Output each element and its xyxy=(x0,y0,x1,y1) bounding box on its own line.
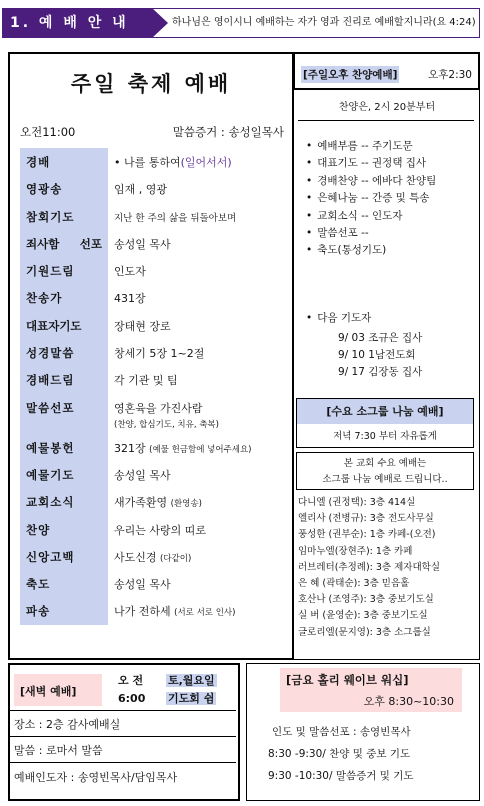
wednesday-note: 본 교회 수요 예배는 소그룹 나눔 예배로 드립니다.. xyxy=(296,452,474,490)
dawn-heading: [새벽 예배] xyxy=(14,674,102,706)
friday-slot-1: 8:30 -9:30/ 찬양 및 중보 기도 xyxy=(268,748,411,760)
order-label: 경배 xyxy=(20,148,108,175)
order-value: 새가족환영 (환영송) xyxy=(114,496,202,510)
order-label: 영광송 xyxy=(20,175,108,202)
friday-heading: [금요 홀리 웨이브 워십] xyxy=(280,668,462,692)
wednesday-heading: [수요 소그룹 나눔 예배] xyxy=(297,399,473,424)
list-item: 9/ 03 조규은 집사 xyxy=(338,332,423,344)
order-label: 찬양 xyxy=(20,516,108,543)
order-label: 대표자기도 xyxy=(20,312,108,339)
order-label: 죄사함 선포 xyxy=(20,230,108,257)
order-value: 창세기 5장 1~2절 xyxy=(114,347,205,361)
wednesday-time: 저녁 7:30 부터 자유롭게 xyxy=(333,431,437,442)
order-label: 성경말씀 xyxy=(20,339,108,366)
list-item: • 은혜나눔 -- 간증 및 특송 xyxy=(306,190,476,207)
friday-slot-2: 9:30 -10:30/ 말씀증거 및 기도 xyxy=(268,770,414,782)
list-item: • 경배찬양 -- 에바다 찬양팀 xyxy=(306,173,476,190)
divider xyxy=(10,710,236,711)
list-item: 글로리엘(문지영): 3층 소그룹실 xyxy=(298,626,431,638)
afternoon-time: 오후2:30 xyxy=(428,69,472,81)
divider xyxy=(10,762,236,763)
order-value: 각 기관 및 팀 xyxy=(114,374,178,388)
list-item: • 교회소식 -- 인도자 xyxy=(306,208,476,225)
list-item: • 축도(통성기도) xyxy=(306,242,476,259)
list-item: 엘리사 (전병규): 3층 전도사무실 xyxy=(298,513,434,525)
list-item: 은 혜 (곽태순): 3층 믿음홀 xyxy=(298,577,410,589)
order-value: 나가 전하세 (서로 서로 인사) xyxy=(114,605,236,619)
order-value: 영혼육을 가진사람 xyxy=(114,401,203,415)
order-label: 교회소식 xyxy=(20,488,108,515)
order-value: 임재 , 영광 xyxy=(114,183,167,197)
bulletin-header xyxy=(0,0,484,46)
list-item: 임마누엘(장현주): 1층 카페 xyxy=(298,545,413,557)
order-label: 찬송가 xyxy=(20,284,108,311)
dawn-days: 토,월요일 xyxy=(168,674,215,687)
order-label: 축도 xyxy=(20,570,108,597)
dawn-times xyxy=(104,672,234,708)
order-value: 송성일 목사 xyxy=(114,237,171,251)
divider xyxy=(10,736,236,737)
service-preacher: 말씀증거 : 송성일목사 xyxy=(172,125,284,139)
friday-leader: 인도 및 말씀선포 : 송영빈목사 xyxy=(272,726,411,738)
small-group-list xyxy=(296,494,474,640)
next-prayer-list xyxy=(338,330,422,381)
order-value: 431장 xyxy=(114,292,146,306)
friday-time: 오후 8:30~10:30 xyxy=(280,692,462,712)
order-value: 우리는 사랑의 띠로 xyxy=(114,523,207,537)
order-label: 파송 xyxy=(20,597,108,624)
list-item: • 예배부름 -- 주기도문 xyxy=(306,138,476,155)
afternoon-order-list xyxy=(306,138,476,260)
dawn-time: 6:00 xyxy=(118,692,146,705)
order-label: 예물기도 xyxy=(20,461,108,488)
order-label: 기원드림 xyxy=(20,257,108,284)
afternoon-header xyxy=(294,52,480,90)
header-verse: 하나님은 영이시니 예배하는 자가 영과 진리로 예배할지니라(요 4:24) xyxy=(172,17,476,28)
afternoon-heading: [주일오후 찬양예배] xyxy=(301,66,399,83)
order-value: 송성일 목사 xyxy=(114,468,171,482)
divider xyxy=(298,120,474,121)
order-value: • 나를 통하여(일어서서) xyxy=(114,156,232,169)
order-value: 321장 (예물 헌금함에 넣어주세요) xyxy=(114,441,252,455)
list-item: 9/ 10 1남전도회 xyxy=(338,349,416,361)
order-subvalue: (찬양, 합심기도, 치유, 축복) xyxy=(114,419,219,430)
dawn-days-note: 기도회 쉼 xyxy=(168,692,215,705)
list-item: • 말씀선포 -- xyxy=(306,225,476,242)
list-item: 9/ 17 김장동 집사 xyxy=(338,366,423,378)
order-value: 지난 한 주의 삶을 뒤돌아보며 xyxy=(114,212,237,224)
order-value: 송성일 목사 xyxy=(114,578,171,592)
list-item: • 대표기도 -- 권정택 집사 xyxy=(306,155,476,172)
order-label: 신앙고백 xyxy=(20,543,108,570)
list-item: 호산나 (조영주): 3층 중보기도실 xyxy=(298,594,434,606)
order-label: 경배드림 xyxy=(20,366,108,393)
list-item: 풍성한 (권부순): 1층 카페-(오전) xyxy=(298,529,436,541)
section-title: 1. 예 배 안 내 xyxy=(2,8,152,38)
order-value: 인도자 xyxy=(114,265,146,279)
list-item: 실 버 (윤영순): 3층 중보기도실 xyxy=(298,610,428,622)
dawn-word: 말씀 : 로마서 말씀 xyxy=(14,744,103,757)
dawn-place: 장소 : 2층 감사예배실 xyxy=(14,718,121,731)
service-time: 오전11:00 xyxy=(20,125,76,139)
order-label: 말씀선포 xyxy=(20,394,108,434)
order-label: 참회기도 xyxy=(20,203,108,230)
list-item: 다니엘 (권정택): 3층 414실 xyxy=(298,497,416,508)
order-value: 사도신경 (다같이) xyxy=(114,550,192,564)
order-value: 장태현 장로 xyxy=(114,319,171,333)
wednesday-box xyxy=(296,398,474,448)
order-label: 예물봉헌 xyxy=(20,434,108,461)
dawn-leader: 예배인도자 : 송영빈목사/담임목사 xyxy=(14,771,178,784)
dawn-time-label: 오 전 xyxy=(118,674,144,687)
service-title: 주일 축제 예배 xyxy=(70,72,232,96)
next-prayer-label: • 다음 기도자 xyxy=(306,310,371,325)
list-item: 러브레터(추정례): 3층 제자대학실 xyxy=(298,561,440,573)
afternoon-note: 찬양은, 2시 20분부터 xyxy=(338,102,436,113)
